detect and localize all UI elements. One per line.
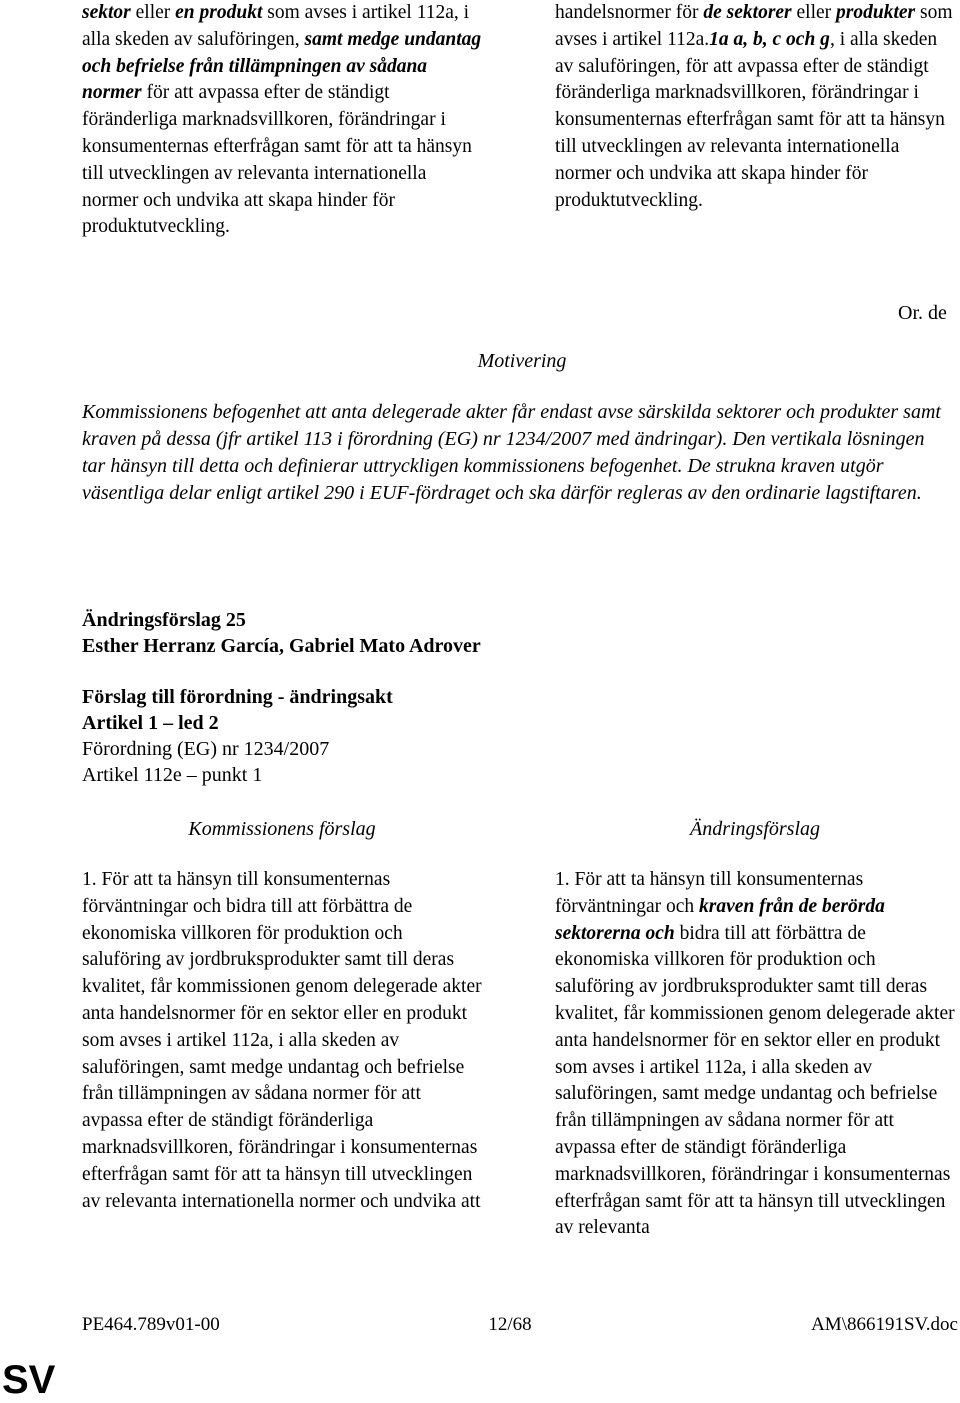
proposal-title: Förslag till förordning - ändringsakt	[82, 686, 393, 708]
text-run: som avses i artikel 112a.	[555, 2, 953, 50]
emphasized-text: 1a a, b, c och g	[709, 28, 830, 50]
emphasized-text: produkter	[836, 2, 916, 23]
amendment-text	[555, 867, 955, 1242]
regulation-reference: Förordning (EG) nr 1234/2007	[82, 738, 330, 760]
top-right-column	[555, 0, 955, 214]
text-run: eller	[791, 2, 837, 23]
commission-proposal-header: Kommissionens förslag	[188, 818, 376, 840]
footer-language-code: SV	[2, 1358, 56, 1402]
point-reference: Artikel 112e – punkt 1	[82, 764, 263, 786]
text-run: , i alla skeden av saluföringen, för att avpassa efter de ständigt föränderliga marknadsvillkoren, förändringar i konsumenternas efterfrågan samt för att ta hänsyn till utvecklingen av relevanta internationella normer och undvika att skapa hinder för produktutveckling.	[555, 28, 945, 211]
text-run: bidra till att förbättra de ekonomiska villkoren för produktion och saluföring av jordbruksprodukter samt till deras kvalitet, får kommissionen genom delegerade akter anta handelsnormer för en sektor eller en produkt som avses i artikel 112a, i alla skeden av saluföringen, samt medge undantag och befrielse från tillämpningen av sådana normer för att avpassa efter de ständigt föränderliga marknadsvillkoren, förändringar i konsumenternas efterfrågan samt för att ta hänsyn till utvecklingen av relevanta	[555, 922, 955, 1239]
amendment-number: Ändringsförslag 25	[82, 609, 246, 631]
text-run: eller	[130, 2, 176, 23]
motivering-heading: Motivering	[477, 350, 567, 372]
commission-proposal-text	[82, 867, 482, 1215]
emphasized-text: de sektorer	[703, 2, 792, 23]
top-left-column	[82, 0, 482, 241]
text-run: handelsnormer för	[555, 2, 704, 23]
footer-reference: PE464.789v01-00	[82, 1314, 220, 1335]
original-language: Or. de	[898, 302, 947, 324]
emphasized-text: samt medge undantag och befrielse från tillämpningen av sådana normer	[82, 28, 482, 104]
footer-document: AM\866191SV.doc	[811, 1314, 958, 1335]
text-run: för att avpassa efter de ständigt föränderliga marknadsvillkoren, förändringar i konsumenternas efterfrågan samt för att ta hänsyn till utvecklingen av relevanta internationella normer och undvika att skapa hinder för produktutveckling.	[82, 82, 472, 238]
emphasized-text: sektor	[82, 2, 131, 23]
amendment-authors: Esther Herranz García, Gabriel Mato Adrover	[82, 635, 481, 657]
article-reference: Artikel 1 – led 2	[82, 712, 219, 734]
motivering-text: Kommissionens befogenhet att anta delegerade akter får endast avse särskilda sektorer och produkter samt kraven på dessa (jfr artikel 113 i förordning (EG) nr 1234/2007 med ändringar). Den vertikala lösningen tar hänsyn till detta och definierar uttryckligen kommissionens befogenhet. De strukna kraven utgör väsentliga delar enligt artikel 290 i EUF-fördraget och ska därför regleras av den ordinarie lagstiftaren.	[82, 401, 941, 504]
text-run: som avses i artikel 112a, i alla skeden av saluföringen,	[82, 2, 470, 50]
text-run: 1. För att ta hänsyn till konsumenternas förväntningar och bidra till att förbättra de ekonomiska villkoren för produktion och saluföring av jordbruksprodukter samt till deras kvalitet, får kommissionen genom delegerade akter anta handelsnormer för en sektor eller en produkt som avses i artikel 112a, i alla skeden av saluföringen, samt medge undantag och befrielse från tillämpningen av sådana normer för att avpassa efter de ständigt föränderliga marknadsvillkoren, förändringar i konsumenternas efterfrågan samt för att ta hänsyn till utvecklingen av relevanta internationella normer och undvika att	[82, 869, 482, 1212]
emphasized-text: en produkt	[175, 2, 263, 23]
emphasized-text: kraven från de berörda sektorerna och	[555, 895, 885, 944]
amendment-header: Ändringsförslag	[689, 818, 821, 840]
footer-page-number: 12/68	[488, 1314, 532, 1335]
text-run: 1. För att ta hänsyn till konsumenternas förväntningar och	[555, 869, 864, 917]
